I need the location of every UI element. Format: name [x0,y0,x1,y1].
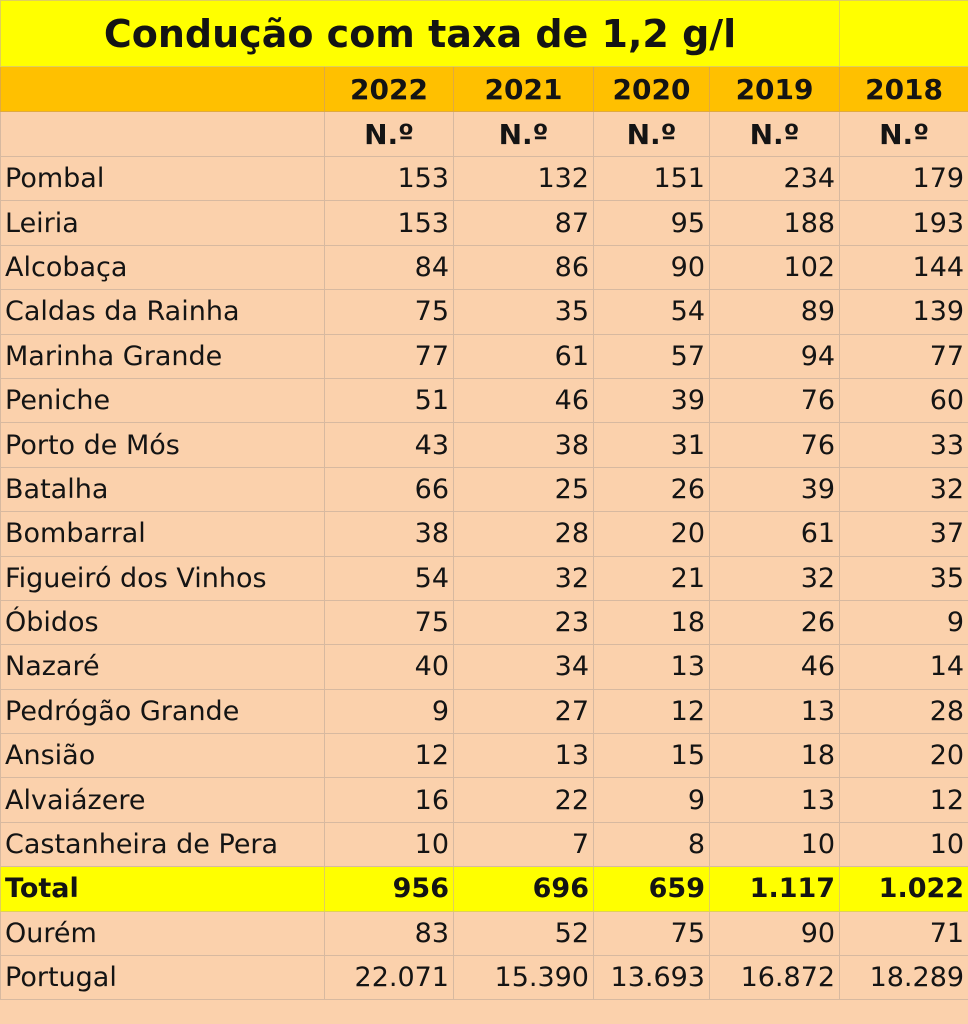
year-header: 2021 [454,67,594,112]
value-cell: 77 [325,334,454,378]
value-cell: 46 [710,645,840,689]
row-label: Caldas da Rainha [1,290,325,334]
header-blank-cell [1,67,325,112]
value-cell: 66 [325,467,454,511]
unit-header: N.º [454,112,594,157]
value-cell: 87 [454,201,594,245]
year-header-row [1,67,968,112]
value-cell: 75 [594,911,710,955]
row-label: Figueiró dos Vinhos [1,556,325,600]
value-cell: 14 [840,645,968,689]
value-cell: 43 [325,423,454,467]
row-label: Bombarral [1,512,325,556]
table-row [1,645,968,689]
value-cell: 1.022 [840,867,968,911]
value-cell: 38 [325,512,454,556]
value-cell: 94 [710,334,840,378]
title-row [1,1,968,67]
row-label: Óbidos [1,600,325,644]
value-cell: 25 [454,467,594,511]
value-cell: 26 [594,467,710,511]
table-row [1,467,968,511]
value-cell: 16.872 [710,956,840,1000]
row-label: Batalha [1,467,325,511]
value-cell: 32 [710,556,840,600]
value-cell: 193 [840,201,968,245]
value-cell: 27 [454,689,594,733]
value-cell: 102 [710,245,840,289]
row-label: Ansião [1,734,325,778]
value-cell: 31 [594,423,710,467]
value-cell: 10 [840,822,968,866]
value-cell: 32 [840,467,968,511]
table-row [1,290,968,334]
table-row [1,956,968,1000]
row-label: Alvaiázere [1,778,325,822]
value-cell: 179 [840,157,968,201]
value-cell: 52 [454,911,594,955]
table-row [1,734,968,778]
value-cell: 10 [710,822,840,866]
value-cell: 151 [594,157,710,201]
table-row [1,157,968,201]
value-cell: 75 [325,290,454,334]
value-cell: 139 [840,290,968,334]
value-cell: 39 [710,467,840,511]
unit-header: N.º [840,112,968,157]
value-cell: 46 [454,378,594,422]
table-row [1,689,968,733]
value-cell: 51 [325,378,454,422]
value-cell: 77 [840,334,968,378]
value-cell: 7 [454,822,594,866]
value-cell: 15 [594,734,710,778]
table-row [1,778,968,822]
value-cell: 12 [325,734,454,778]
value-cell: 188 [710,201,840,245]
value-cell: 9 [594,778,710,822]
value-cell: 61 [454,334,594,378]
value-cell: 76 [710,378,840,422]
value-cell: 37 [840,512,968,556]
value-cell: 28 [840,689,968,733]
value-cell: 12 [594,689,710,733]
row-label: Portugal [1,956,325,1000]
year-header: 2019 [710,67,840,112]
table-row [1,822,968,866]
value-cell: 696 [454,867,594,911]
value-cell: 18 [594,600,710,644]
title-blank-cell [840,1,968,67]
year-header: 2018 [840,67,968,112]
value-cell: 132 [454,157,594,201]
unit-header: N.º [710,112,840,157]
value-cell: 84 [325,245,454,289]
value-cell: 35 [454,290,594,334]
value-cell: 18 [710,734,840,778]
row-label: Castanheira de Pera [1,822,325,866]
value-cell: 57 [594,334,710,378]
unit-header-row [1,112,968,157]
value-cell: 75 [325,600,454,644]
row-label: Leiria [1,201,325,245]
value-cell: 32 [454,556,594,600]
value-cell: 234 [710,157,840,201]
value-cell: 60 [840,378,968,422]
unit-blank-cell [1,112,325,157]
value-cell: 956 [325,867,454,911]
unit-header: N.º [325,112,454,157]
row-label: Ourém [1,911,325,955]
value-cell: 33 [840,423,968,467]
value-cell: 18.289 [840,956,968,1000]
value-cell: 20 [840,734,968,778]
value-cell: 20 [594,512,710,556]
value-cell: 13.693 [594,956,710,1000]
table-row [1,423,968,467]
value-cell: 40 [325,645,454,689]
value-cell: 28 [454,512,594,556]
row-label: Pedrógão Grande [1,689,325,733]
value-cell: 39 [594,378,710,422]
value-cell: 22.071 [325,956,454,1000]
value-cell: 1.117 [710,867,840,911]
value-cell: 659 [594,867,710,911]
value-cell: 10 [325,822,454,866]
value-cell: 9 [325,689,454,733]
value-cell: 16 [325,778,454,822]
value-cell: 23 [454,600,594,644]
row-label: Nazaré [1,645,325,689]
total-row [1,867,968,911]
value-cell: 34 [454,645,594,689]
value-cell: 95 [594,201,710,245]
value-cell: 86 [454,245,594,289]
value-cell: 8 [594,822,710,866]
value-cell: 89 [710,290,840,334]
value-cell: 54 [594,290,710,334]
table-row [1,334,968,378]
table-row [1,911,968,955]
year-header: 2022 [325,67,454,112]
value-cell: 38 [454,423,594,467]
value-cell: 12 [840,778,968,822]
row-label: Marinha Grande [1,334,325,378]
value-cell: 83 [325,911,454,955]
table-row [1,245,968,289]
table-row [1,512,968,556]
value-cell: 54 [325,556,454,600]
value-cell: 35 [840,556,968,600]
value-cell: 90 [594,245,710,289]
row-label: Porto de Mós [1,423,325,467]
value-cell: 61 [710,512,840,556]
value-cell: 144 [840,245,968,289]
value-cell: 71 [840,911,968,955]
value-cell: 13 [710,689,840,733]
table-title: Condução com taxa de 1,2 g/l [1,1,840,67]
value-cell: 21 [594,556,710,600]
row-label: Alcobaça [1,245,325,289]
value-cell: 153 [325,157,454,201]
value-cell: 9 [840,600,968,644]
value-cell: 153 [325,201,454,245]
value-cell: 13 [454,734,594,778]
value-cell: 90 [710,911,840,955]
value-cell: 76 [710,423,840,467]
table-row [1,600,968,644]
table-row [1,378,968,422]
table-row [1,556,968,600]
value-cell: 13 [594,645,710,689]
value-cell: 15.390 [454,956,594,1000]
row-label: Pombal [1,157,325,201]
row-label: Peniche [1,378,325,422]
table-row [1,201,968,245]
value-cell: 22 [454,778,594,822]
row-label: Total [1,867,325,911]
value-cell: 13 [710,778,840,822]
year-header: 2020 [594,67,710,112]
unit-header: N.º [594,112,710,157]
value-cell: 26 [710,600,840,644]
